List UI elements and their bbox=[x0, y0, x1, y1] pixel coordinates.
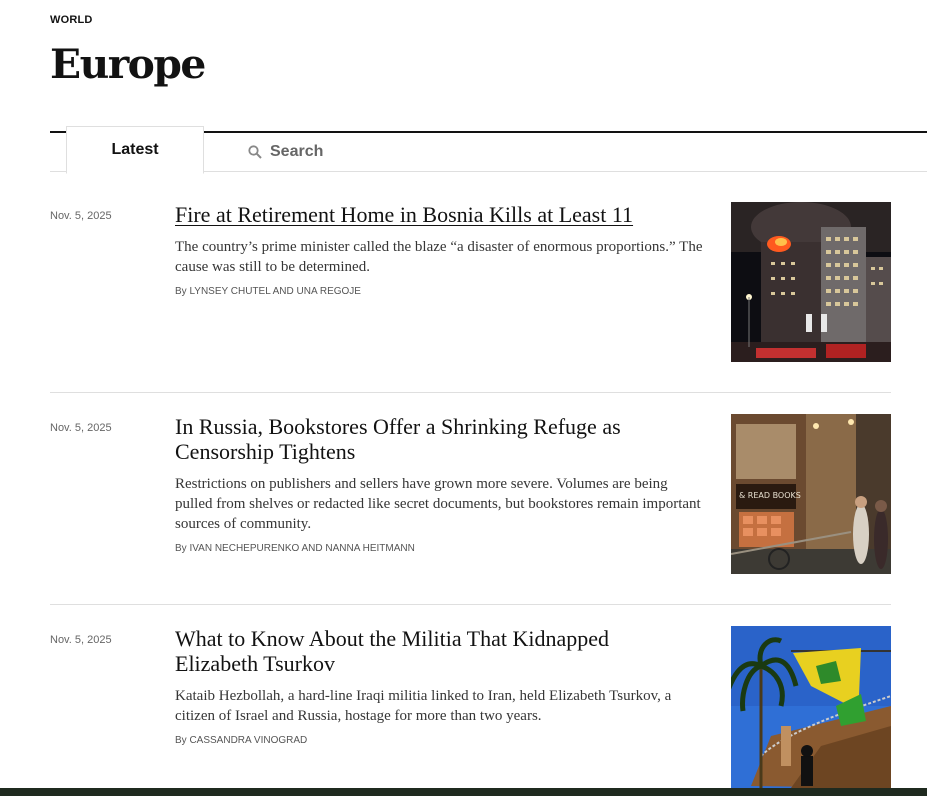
bottom-banner-edge bbox=[0, 788, 927, 796]
byline-authors: CASSANDRA VINOGRAD bbox=[189, 735, 308, 746]
article-summary: Restrictions on publishers and sellers have grown more severe. Volumes are being pulled from shelves or redacted like secret documents, but bookstores remain important sources of community. bbox=[175, 476, 701, 532]
section-tab-bar bbox=[50, 131, 927, 172]
search-icon bbox=[248, 145, 262, 159]
byline-prefix: By bbox=[175, 735, 187, 746]
tab-latest[interactable]: Latest bbox=[66, 126, 204, 174]
byline-authors: LYNSEY CHUTEL AND UNA REGOJE bbox=[189, 286, 361, 297]
article-headline[interactable]: What to Know About the Militia That Kidnapped Elizabeth Tsurkov bbox=[175, 626, 610, 676]
article-thumbnail[interactable] bbox=[731, 202, 891, 362]
article-headline[interactable]: Fire at Retirement Home in Bosnia Kills at Least 11 bbox=[175, 202, 634, 227]
article-byline bbox=[175, 735, 307, 746]
article-headline[interactable]: In Russia, Bookstores Offer a Shrinking Refuge as Censorship Tightens bbox=[175, 414, 621, 464]
militia-flag-image bbox=[731, 626, 891, 788]
article-thumbnail[interactable] bbox=[731, 626, 891, 788]
article-thumbnail[interactable] bbox=[731, 414, 891, 574]
page-title: Europe bbox=[50, 41, 205, 88]
article-summary: The country’s prime minister called the blaze “a disaster of enormous proportions.” The cause was still to be determined. bbox=[175, 239, 703, 275]
byline-prefix: By bbox=[175, 543, 187, 554]
article-byline bbox=[175, 286, 361, 297]
article-summary: Kataib Hezbollah, a hard-line Iraqi militia linked to Iran, held Elizabeth Tsurkov, a citizen of Israel and Russia, hostage for more than two years. bbox=[175, 688, 672, 724]
article-item bbox=[50, 626, 891, 788]
article-date: Nov. 5, 2025 bbox=[50, 210, 112, 222]
byline-prefix: By bbox=[175, 286, 187, 297]
svg-text:& READ BOOKS: & READ BOOKS bbox=[739, 491, 801, 500]
article-item bbox=[50, 202, 891, 393]
burning-building-image bbox=[731, 202, 891, 362]
article-date: Nov. 5, 2025 bbox=[50, 634, 112, 646]
tab-search[interactable] bbox=[248, 133, 323, 171]
article-byline bbox=[175, 543, 415, 554]
article-date: Nov. 5, 2025 bbox=[50, 422, 112, 434]
section-kicker[interactable]: WORLD bbox=[50, 14, 93, 26]
byline-authors: IVAN NECHEPURENKO AND NANNA HEITMANN bbox=[189, 543, 415, 554]
article-item bbox=[50, 414, 891, 605]
bookstore-image bbox=[731, 414, 891, 574]
tab-search-label: Search bbox=[270, 143, 324, 160]
